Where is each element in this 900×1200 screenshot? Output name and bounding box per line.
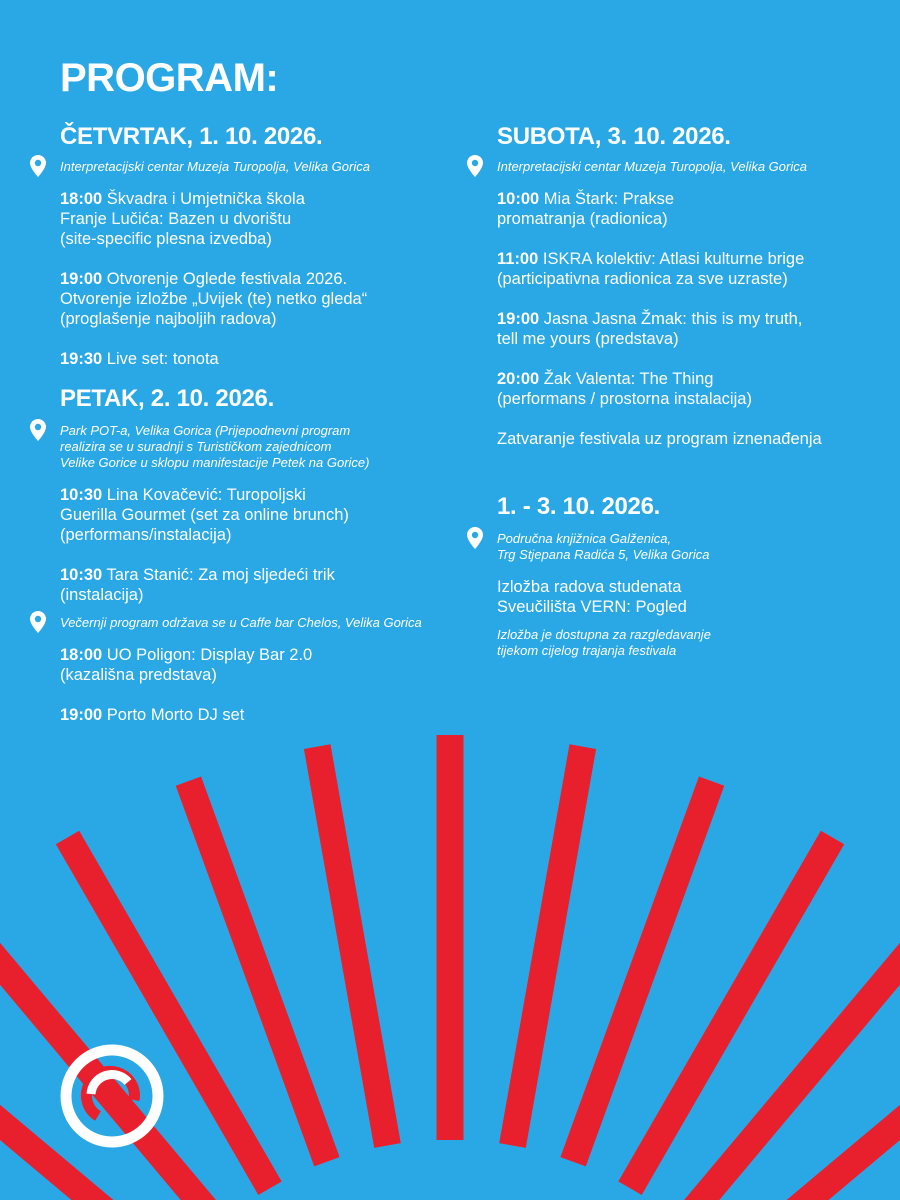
venue-text: Područna knjižnica Galženica, — [497, 531, 672, 546]
event-item — [60, 705, 470, 725]
event-line: Porto Morto DJ set — [106, 706, 245, 724]
closing-event: Zatvaranje festivala uz program iznenađenja — [497, 430, 822, 448]
map-pin-icon — [30, 611, 46, 633]
exhibition-title — [497, 577, 897, 617]
event-time: 19:00 — [497, 310, 540, 328]
event-line: Izložba radova studenata — [497, 578, 682, 596]
event-line: promatranja (radionica) — [497, 210, 668, 228]
event-line: UO Poligon: Display Bar 2.0 — [106, 646, 313, 664]
event-time: 20:00 — [497, 370, 540, 388]
event-time: 19:30 — [60, 350, 103, 368]
event-time: 10:30 — [60, 566, 103, 584]
event-line: Otvorenje Oglede festivala 2026. — [106, 270, 348, 288]
event-item — [497, 189, 897, 229]
day-heading-saturday: SUBOTA, 3. 10. 2026. — [497, 123, 731, 150]
exhibition-note — [497, 627, 897, 659]
right-column — [497, 123, 897, 659]
event-line: Jasna Jasna Žmak: this is my truth, — [543, 310, 803, 328]
venue-text: realizira se u suradnji s Turističkom zajednicom — [60, 439, 332, 454]
event-line: Žak Valenta: The Thing — [543, 370, 714, 388]
venue-thursday — [60, 159, 470, 175]
event-line: (proglašenje najboljih radova) — [60, 310, 277, 328]
event-time: 19:00 — [60, 706, 103, 724]
event-line: Sveučilišta VERN: Pogled — [497, 598, 687, 616]
map-pin-icon — [30, 155, 46, 177]
venue-text: Velike Gorice u sklopu manifestacije Petek na Gorice) — [60, 455, 370, 470]
event-line: (instalacija) — [60, 586, 144, 604]
event-item — [60, 189, 470, 249]
note-line: Izložba je dostupna za razgledavanje — [497, 627, 711, 642]
event-line: Mia Štark: Prakse — [543, 190, 675, 208]
venue-exhibition — [497, 531, 897, 563]
left-column — [60, 123, 470, 725]
event-line: Guerilla Gourmet (set za online brunch) — [60, 506, 349, 524]
event-line: (performans/instalacija) — [60, 526, 232, 544]
day-heading-thursday: ČETVRTAK, 1. 10. 2026. — [60, 123, 323, 150]
event-time: 10:00 — [497, 190, 540, 208]
venue-friday — [60, 423, 470, 471]
map-pin-icon — [30, 419, 46, 441]
event-line: Tara Stanić: Za moj sljedeći trik — [106, 566, 335, 584]
venue-friday-evening — [60, 615, 470, 631]
event-line: Franje Lučića: Bazen u dvorištu — [60, 210, 292, 228]
event-time: 19:00 — [60, 270, 103, 288]
sunburst-ray — [726, 1008, 900, 1200]
event-item — [497, 369, 897, 409]
event-line: Škvadra i Umjetnička škola — [106, 190, 305, 208]
event-time: 18:00 — [60, 190, 103, 208]
event-item — [60, 645, 470, 685]
festival-logo-icon — [58, 1042, 166, 1150]
event-item — [497, 309, 897, 349]
venue-text: Interpretacijski centar Muzeja Turopolja, Velika Gorica — [60, 159, 370, 174]
event-line: (kazališna predstava) — [60, 666, 217, 684]
event-line: ISKRA kolektiv: Atlasi kulturne brige — [542, 250, 805, 268]
event-item — [497, 249, 897, 289]
day-heading-friday: PETAK, 2. 10. 2026. — [60, 385, 274, 412]
map-pin-icon — [467, 527, 483, 549]
event-time: 11:00 — [497, 250, 539, 268]
event-time: 10:30 — [60, 486, 103, 504]
event-item — [60, 269, 470, 329]
event-line: (site-specific plesna izvedba) — [60, 230, 272, 248]
event-line: (performans / prostorna instalacija) — [497, 390, 752, 408]
page-title: PROGRAM: — [60, 56, 279, 100]
event-line: Live set: tonota — [106, 350, 219, 368]
event-line: (participativna radionica za sve uzraste) — [497, 270, 788, 288]
venue-text: Večernji program održava se u Caffe bar Chelos, Velika Gorica — [60, 615, 422, 630]
venue-text: Park POT-a, Velika Gorica (Prijepodnevni program — [60, 423, 351, 438]
venue-text: Interpretacijski centar Muzeja Turopolja, Velika Gorica — [497, 159, 807, 174]
event-item — [60, 349, 470, 369]
event-line: Lina Kovačević: Turopoljski — [106, 486, 306, 504]
event-item — [60, 485, 470, 545]
note-line: tijekom cijelog trajanja festivala — [497, 643, 677, 658]
sunburst-ray — [513, 747, 583, 1146]
event-line: Otvorenje izložbe „Uvijek (te) netko gleda“ — [60, 290, 368, 308]
sunburst-ray — [317, 747, 387, 1146]
event-item — [60, 565, 470, 605]
event-time: 18:00 — [60, 646, 103, 664]
map-pin-icon — [467, 155, 483, 177]
day-heading-exhibition: 1. - 3. 10. 2026. — [497, 493, 661, 520]
venue-saturday — [497, 159, 897, 175]
venue-text: Trg Stjepana Radića 5, Velika Gorica — [497, 547, 710, 562]
event-line: tell me yours (predstava) — [497, 330, 679, 348]
